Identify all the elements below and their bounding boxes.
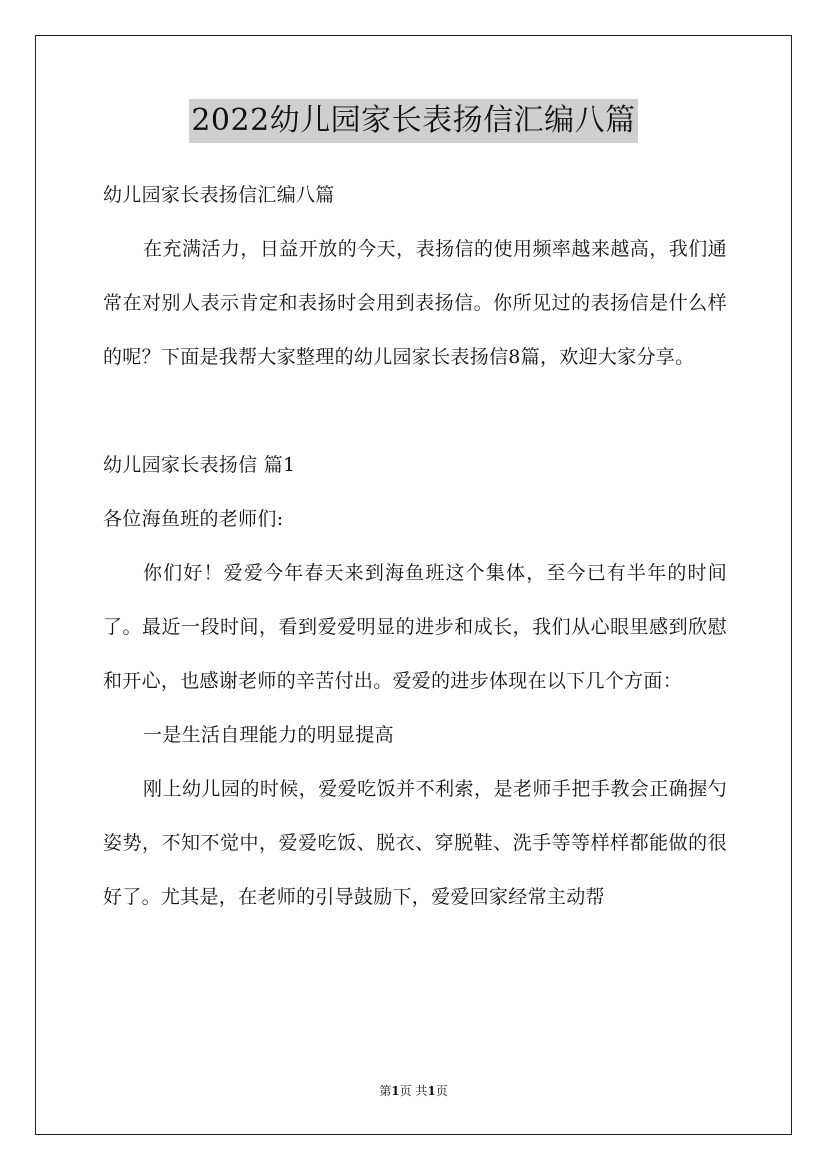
section-heading: 幼儿园家长表扬信 篇1 [103,454,296,476]
title-container [0,99,827,143]
body-paragraph: 一是生活自理能力的明显提高 [143,724,394,746]
blank-line [103,384,727,438]
page-prefix: 第 [379,1084,392,1098]
body-paragraph: 你们好！爱爱今年春天来到海鱼班这个集体，至今已有半年的时间了。最近一段时间，看到爱爱明显的进步和成长，我们从心眼里感到欣慰和开心，也感谢老师的辛苦付出。爱爱的进步体现在以下几个方面： [103,562,727,692]
page-mid: 页 共 [399,1084,428,1098]
page-footer [0,1083,827,1099]
page-suffix: 页 [435,1084,448,1098]
document-subtitle: 幼儿园家长表扬信汇编八篇 [103,184,335,206]
intro-paragraph: 在充满活力，日益开放的今天，表扬信的使用频率越来越高，我们通常在对别人表示肯定和表扬时会用到表扬信。你所见过的表扬信是什么样的呢？下面是我帮大家整理的幼儿园家长表扬信8篇，欢迎大家分享。 [103,238,727,368]
document-title: 2022幼儿园家长表扬信汇编八篇 [189,99,637,143]
page-total: 1 [427,1084,436,1098]
document-body [103,168,727,924]
page-current: 1 [391,1084,400,1098]
salutation: 各位海鱼班的老师们: [103,508,284,530]
body-paragraph: 刚上幼儿园的时候，爱爱吃饭并不利索，是老师手把手教会正确握勺姿势，不知不觉中，爱爱吃饭、脱衣、穿脱鞋、洗手等等样样都能做的很好了。尤其是，在老师的引导鼓励下，爱爱回家经常主动帮 [103,778,727,908]
